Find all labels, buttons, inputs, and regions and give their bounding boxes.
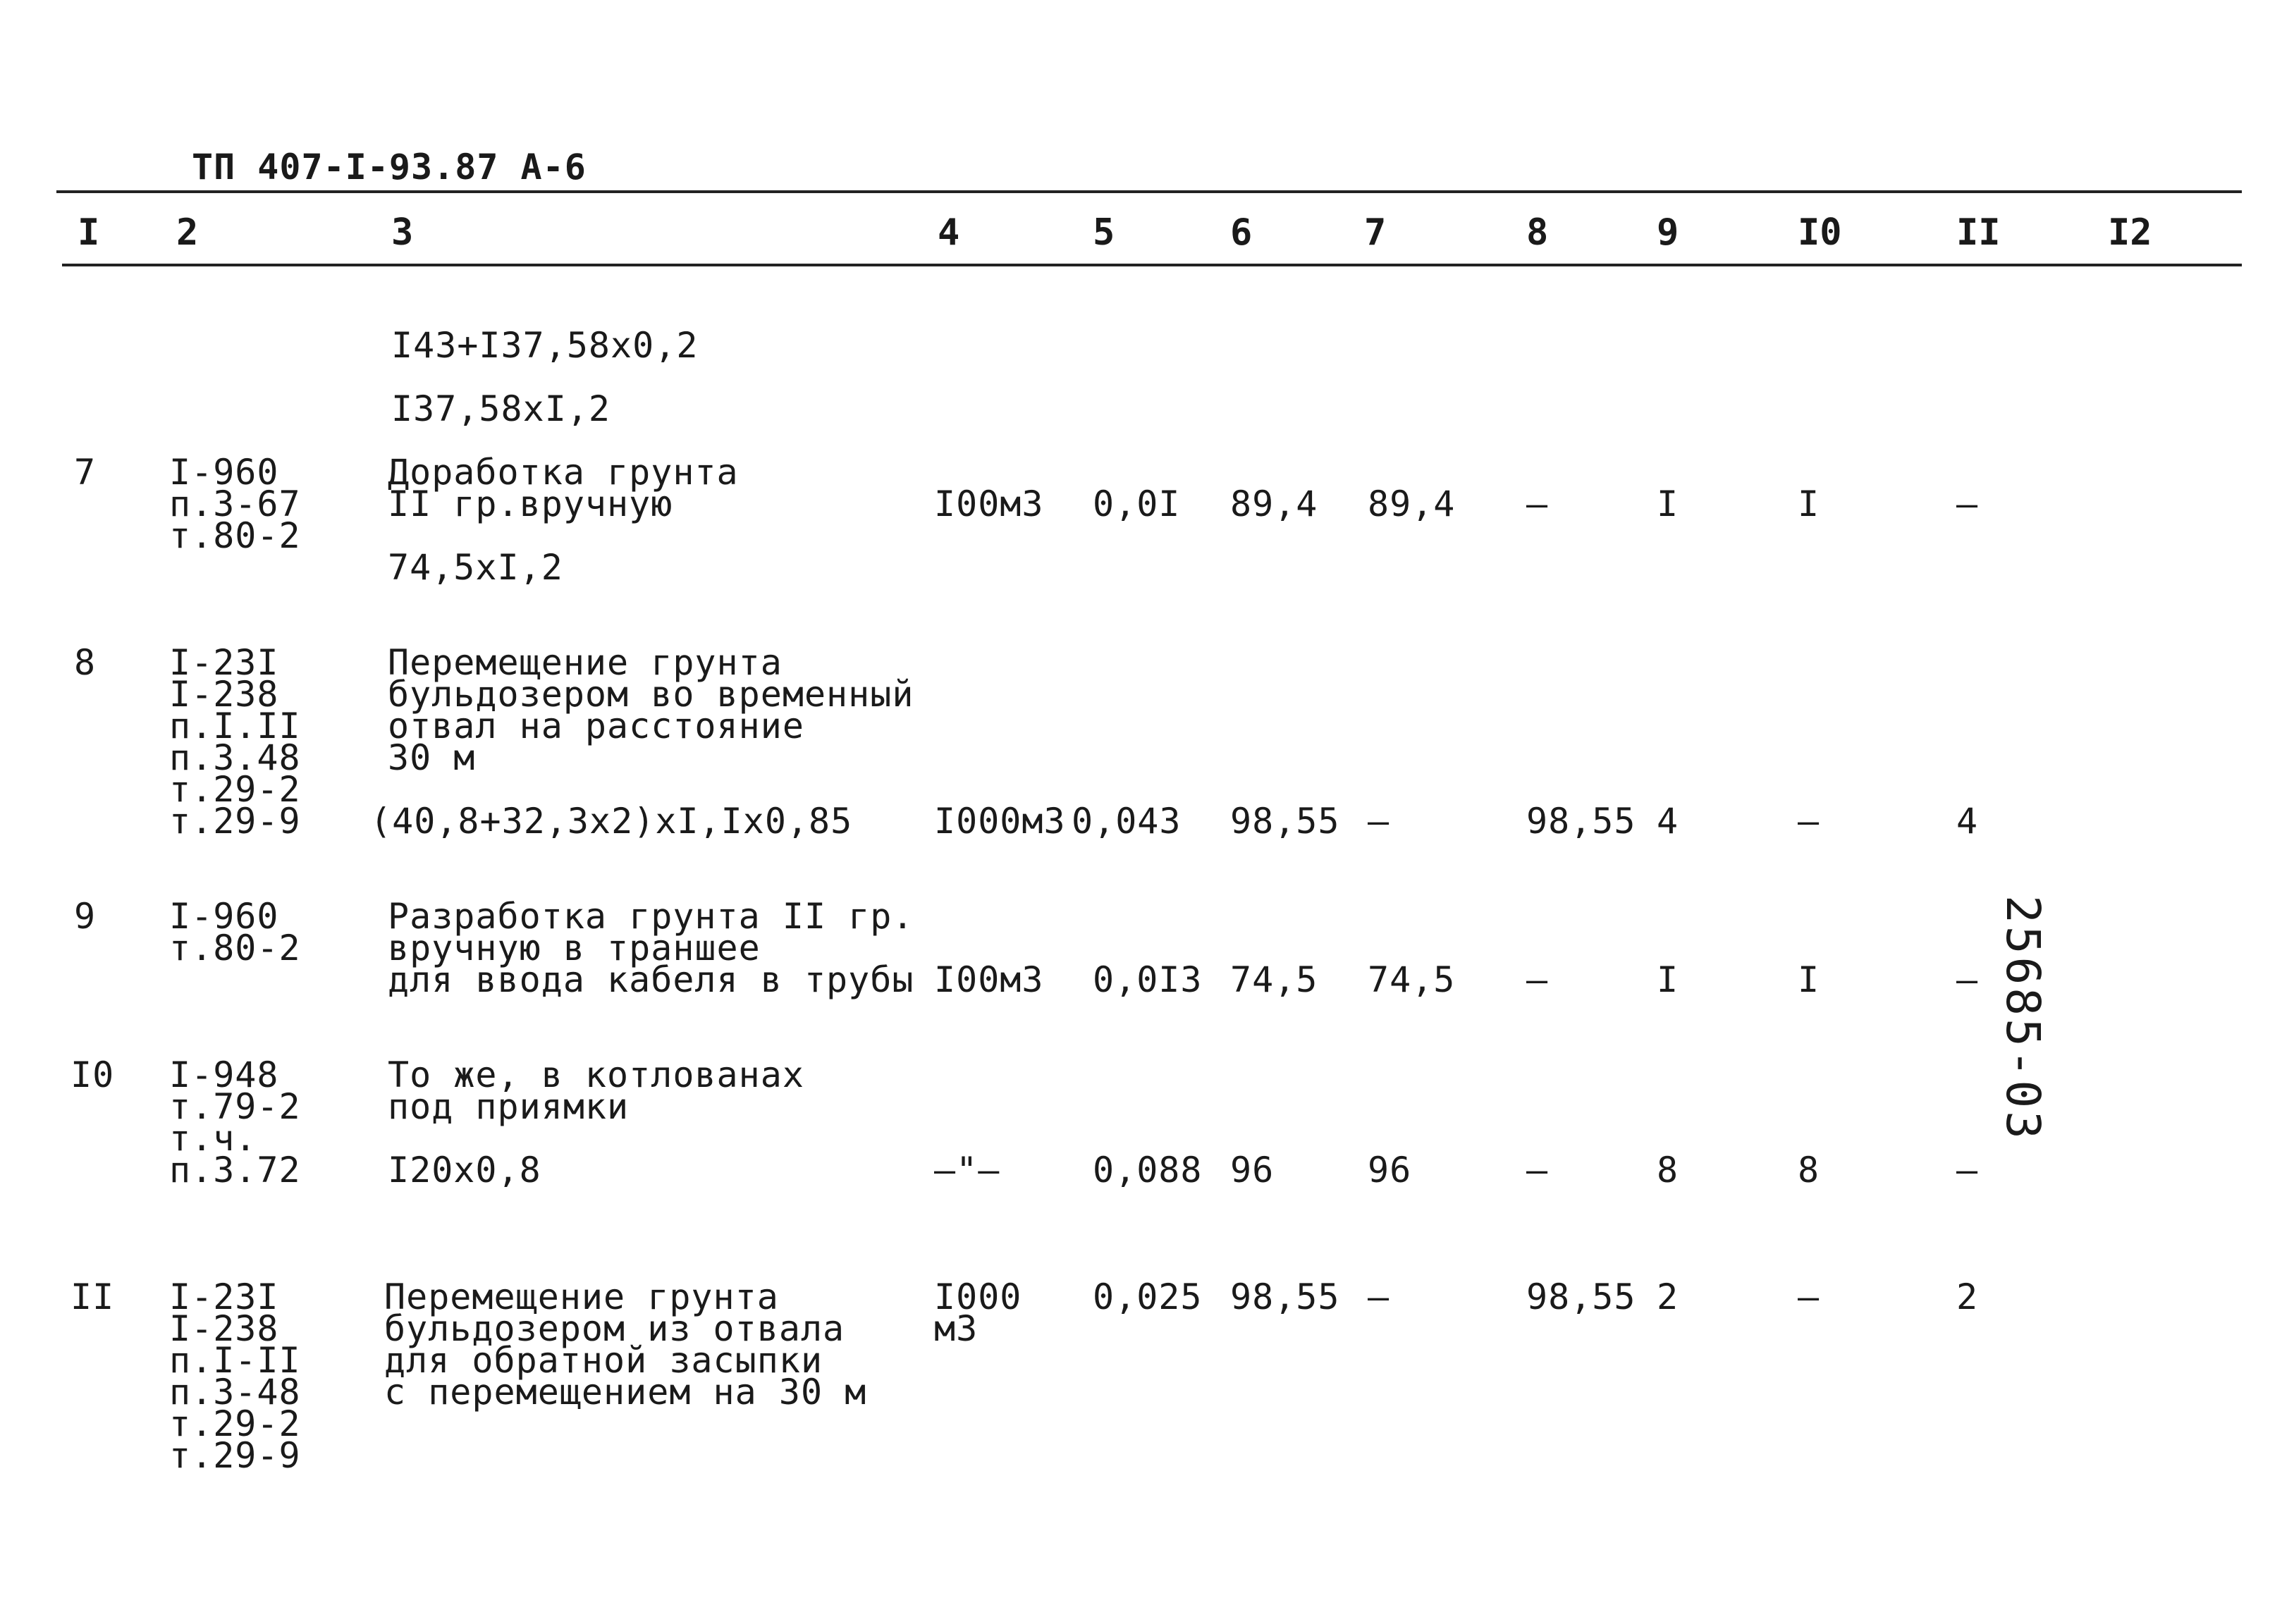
row-unit: I00м3 — [934, 484, 1044, 524]
row-col-8: 98,55 — [1526, 1277, 1636, 1317]
row-col-10: I — [1798, 484, 1820, 524]
row-quantity: 0,025 — [1093, 1277, 1203, 1317]
header-col-12: I2 — [2108, 211, 2152, 254]
row-col-11: 4 — [1956, 801, 1979, 842]
row-col-6: 98,55 — [1230, 801, 1340, 842]
row-col-7: 96 — [1368, 1150, 1412, 1191]
header-col-2: 2 — [176, 211, 199, 254]
header-col-5: 5 — [1093, 211, 1115, 254]
row-col-7: – — [1368, 801, 1390, 842]
row-name: Перемещение грунта бульдозером во временный отвал на расстояние 30 м — [388, 642, 914, 778]
row-code: I-960 т.80-2 — [169, 896, 301, 968]
row-formula: (40,8+32,3x2)xI,Ix0,85 — [370, 801, 853, 842]
row-unit: –"– — [934, 1150, 1000, 1191]
header-col-9: 9 — [1657, 211, 1679, 254]
row-name: Доработка грунта II гр.вручную — [388, 452, 739, 524]
row-number: 9 — [74, 896, 97, 937]
side-inventory-number: 25685-03 — [1996, 895, 2050, 1142]
row-col-10: – — [1798, 801, 1820, 842]
row-quantity: 0,088 — [1093, 1150, 1203, 1191]
row-code: I-23I I-238 п.I.II п.3.48 т.29-2 т.29-9 — [169, 642, 301, 842]
top-rule — [56, 190, 2242, 193]
row-number: I0 — [70, 1054, 115, 1095]
row-col-11: – — [1956, 959, 1979, 1000]
row-number: II — [70, 1277, 115, 1317]
header-col-8: 8 — [1526, 211, 1549, 254]
row-number: 8 — [74, 642, 97, 683]
row-col-10: 8 — [1798, 1150, 1820, 1191]
formula-line: I37,58xI,2 — [391, 388, 611, 429]
row-code: I-960 п.3-67 т.80-2 — [169, 452, 301, 556]
row-name: То же, в котлованах под приямки — [388, 1054, 804, 1127]
row-unit: I000 м3 — [934, 1277, 1022, 1349]
header-col-10: I0 — [1798, 211, 1842, 254]
row-col-9: I — [1657, 959, 1679, 1000]
header-rule — [62, 264, 2242, 266]
row-col-8: – — [1526, 484, 1549, 524]
row-col-8: 98,55 — [1526, 801, 1636, 842]
row-number: 7 — [74, 452, 97, 493]
row-quantity: 0,0I — [1093, 484, 1181, 524]
row-col-7: 74,5 — [1368, 959, 1456, 1000]
row-code: I-23I I-238 п.I-II п.3-48 т.29-2 т.29-9 — [169, 1277, 301, 1476]
document-code: ТП 407-I-93.87 А-6 — [192, 147, 587, 187]
header-col-4: 4 — [938, 211, 960, 254]
header-col-1: I — [78, 211, 100, 254]
row-name: Перемещение грунта бульдозером из отвала для обратной засыпки с перемещением на 30 м — [384, 1277, 867, 1413]
row-col-9: 4 — [1657, 801, 1679, 842]
row-col-6: 96 — [1230, 1150, 1275, 1191]
row-col-9: 2 — [1657, 1277, 1679, 1317]
row-col-8: – — [1526, 1150, 1549, 1191]
header-col-3: 3 — [391, 211, 414, 254]
row-col-9: 8 — [1657, 1150, 1679, 1191]
row-col-11: – — [1956, 484, 1979, 524]
row-col-6: 89,4 — [1230, 484, 1318, 524]
row-col-11: – — [1956, 1150, 1979, 1191]
header-col-6: 6 — [1230, 211, 1253, 254]
row-col-9: I — [1657, 484, 1679, 524]
row-col-8: – — [1526, 959, 1549, 1000]
row-col-11: 2 — [1956, 1277, 1979, 1317]
header-col-7: 7 — [1364, 211, 1387, 254]
row-col-7: 89,4 — [1368, 484, 1456, 524]
formula-line: I43+I37,58x0,2 — [391, 325, 699, 366]
row-name: Разработка грунта II гр. вручную в траншее для ввода кабеля в трубы — [388, 896, 914, 1000]
row-col-6: 74,5 — [1230, 959, 1318, 1000]
row-formula: I20x0,8 — [388, 1150, 541, 1191]
row-unit: I00м3 — [934, 959, 1044, 1000]
header-col-11: II — [1956, 211, 2001, 254]
row-col-6: 98,55 — [1230, 1277, 1340, 1317]
row-col-10: – — [1798, 1277, 1820, 1317]
row-unit: I000м3 — [934, 801, 1066, 842]
row-formula: 74,5xI,2 — [388, 547, 563, 588]
row-col-7: – — [1368, 1277, 1390, 1317]
row-code: I-948 т.79-2 т.ч. п.3.72 — [169, 1054, 301, 1191]
row-col-10: I — [1798, 959, 1820, 1000]
row-quantity: 0,0I3 — [1093, 959, 1203, 1000]
row-quantity: 0,043 — [1072, 801, 1182, 842]
